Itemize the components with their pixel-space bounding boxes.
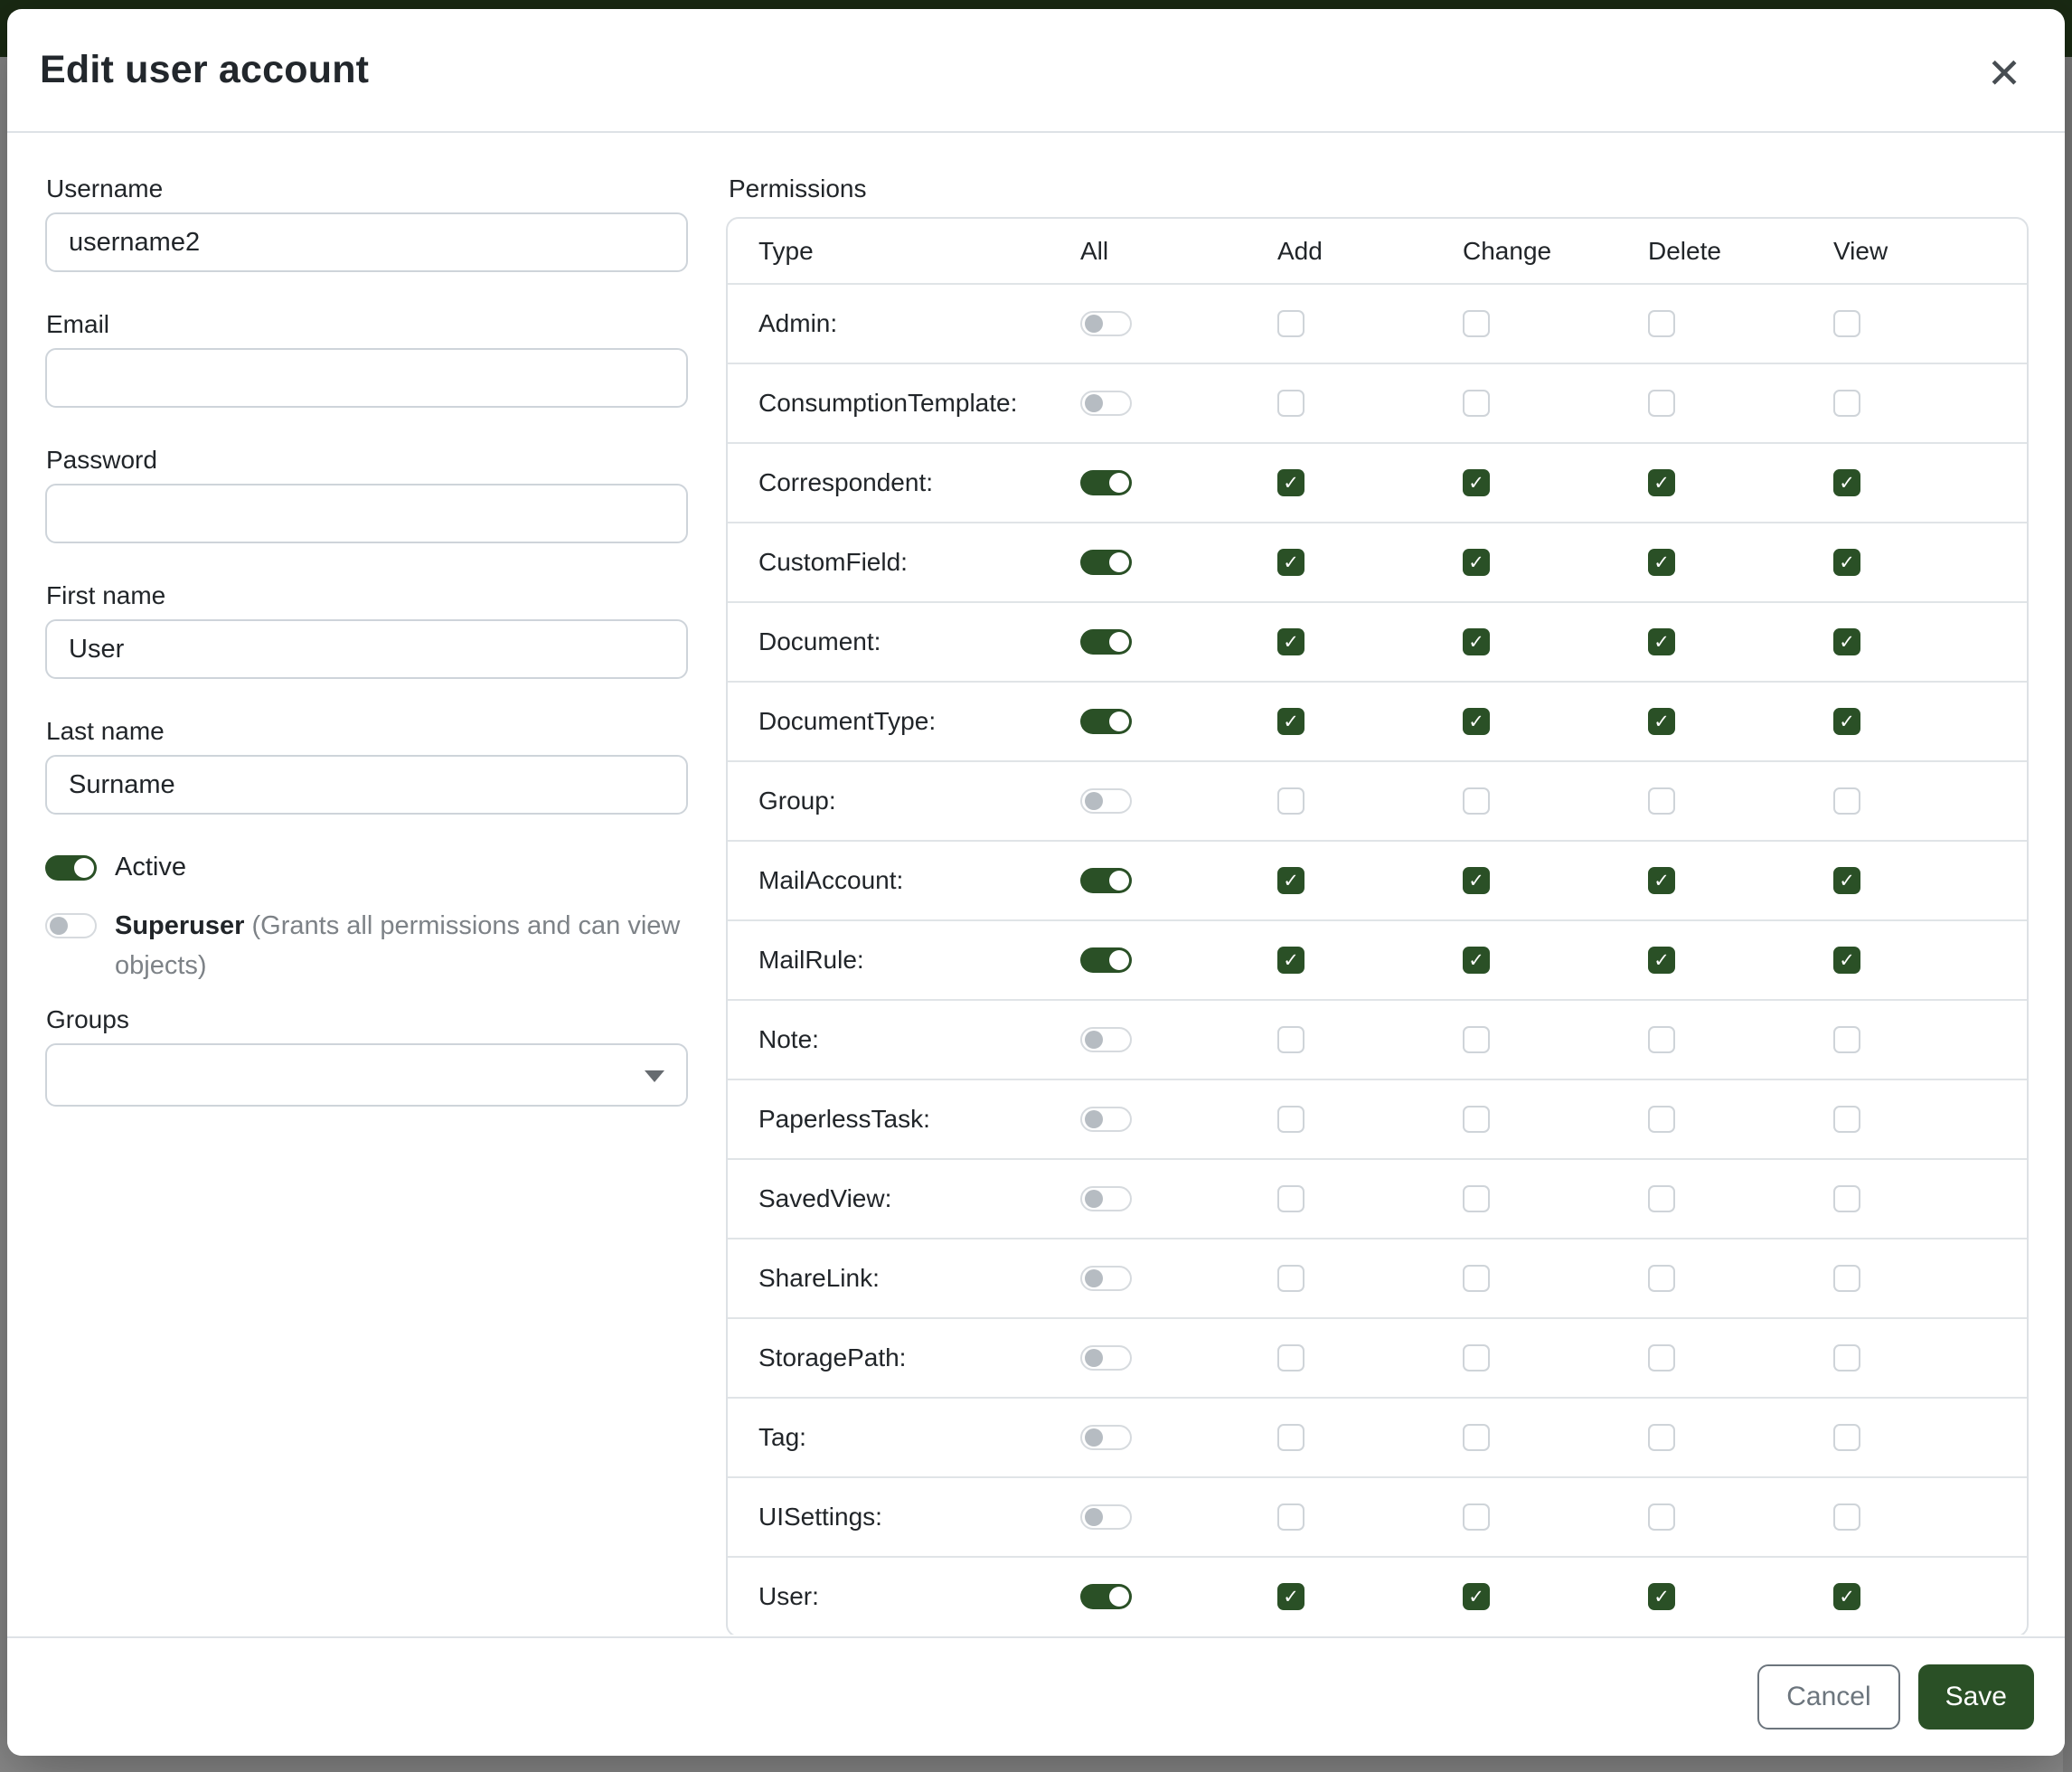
perm-all-toggle[interactable] [1080, 1584, 1132, 1609]
perm-view-checkbox[interactable] [1833, 1424, 1860, 1451]
permission-row [728, 1079, 2027, 1158]
permission-type-label: PaperlessTask: [758, 1105, 930, 1133]
perm-delete-checkbox[interactable] [1648, 310, 1675, 337]
perm-all-toggle[interactable] [1080, 470, 1132, 495]
permission-row [728, 1556, 2027, 1635]
perm-all-toggle[interactable] [1080, 1425, 1132, 1450]
permission-type-label: ConsumptionTemplate: [758, 389, 1018, 417]
permission-row [728, 1317, 2027, 1397]
perm-all-toggle[interactable] [1080, 1266, 1132, 1291]
permission-row [728, 442, 2027, 522]
perm-view-checkbox[interactable] [1833, 628, 1860, 655]
perm-view-checkbox[interactable] [1833, 549, 1860, 576]
perm-all-toggle[interactable] [1080, 1107, 1132, 1132]
perm-add-checkbox[interactable] [1277, 310, 1304, 337]
perm-all-toggle[interactable] [1080, 1504, 1132, 1530]
perm-add-checkbox[interactable] [1277, 1106, 1304, 1133]
active-toggle-row [45, 853, 688, 882]
perm-add-checkbox[interactable] [1277, 708, 1304, 735]
perm-delete-checkbox[interactable] [1648, 1265, 1675, 1292]
password-field[interactable] [45, 484, 688, 543]
permission-type-label: User: [758, 1582, 819, 1610]
active-label: Active [115, 853, 186, 881]
perm-add-checkbox[interactable] [1277, 1503, 1304, 1531]
perm-all-toggle[interactable] [1080, 1186, 1132, 1211]
perm-all-toggle[interactable] [1080, 1345, 1132, 1371]
edit-user-modal [7, 9, 2065, 1756]
perm-change-checkbox[interactable] [1463, 469, 1490, 496]
perm-all-toggle[interactable] [1080, 788, 1132, 814]
permission-type-label: ShareLink: [758, 1264, 880, 1292]
perm-all-toggle[interactable] [1080, 311, 1132, 336]
modal-title: Edit user account [40, 48, 370, 91]
column-header-view: View [1833, 236, 1888, 265]
permission-row [728, 999, 2027, 1079]
groups-select[interactable] [45, 1043, 688, 1107]
perm-delete-checkbox[interactable] [1648, 1026, 1675, 1053]
perm-view-checkbox[interactable] [1833, 469, 1860, 496]
perm-change-checkbox[interactable] [1463, 390, 1490, 417]
modal-footer [7, 1636, 2065, 1756]
superuser-label: Superuser [115, 911, 245, 940]
username-label: Username [46, 174, 164, 203]
permission-row [728, 1397, 2027, 1476]
perm-delete-checkbox[interactable] [1648, 549, 1675, 576]
perm-delete-checkbox[interactable] [1648, 469, 1675, 496]
perm-view-checkbox[interactable] [1833, 1344, 1860, 1371]
perm-add-checkbox[interactable] [1277, 1344, 1304, 1371]
modal-body [7, 135, 2065, 1635]
perm-delete-checkbox[interactable] [1648, 1583, 1675, 1610]
perm-add-checkbox[interactable] [1277, 867, 1304, 894]
perm-change-checkbox[interactable] [1463, 708, 1490, 735]
column-header-type: Type [758, 236, 814, 265]
permission-type-label: UISettings: [758, 1503, 882, 1531]
perm-add-checkbox[interactable] [1277, 1583, 1304, 1610]
perm-add-checkbox[interactable] [1277, 549, 1304, 576]
perm-change-checkbox[interactable] [1463, 1503, 1490, 1531]
perm-delete-checkbox[interactable] [1648, 867, 1675, 894]
perm-all-toggle[interactable] [1080, 868, 1132, 893]
perm-all-toggle[interactable] [1080, 391, 1132, 416]
permissions-table [726, 217, 2029, 1635]
permission-row [728, 919, 2027, 999]
modal-header [7, 9, 2065, 133]
perm-view-checkbox[interactable] [1833, 787, 1860, 815]
groups-label: Groups [46, 1005, 129, 1033]
perm-delete-checkbox[interactable] [1648, 1424, 1675, 1451]
permission-row [728, 1476, 2027, 1556]
perm-all-toggle[interactable] [1080, 947, 1132, 973]
perm-view-checkbox[interactable] [1833, 390, 1860, 417]
close-icon[interactable]: ✕ [1973, 42, 2036, 105]
column-header-all: All [1080, 236, 1109, 265]
perm-view-checkbox[interactable] [1833, 947, 1860, 974]
column-header-delete: Delete [1648, 236, 1721, 265]
permissions-heading: Permissions [729, 174, 867, 203]
perm-add-checkbox[interactable] [1277, 390, 1304, 417]
perm-change-checkbox[interactable] [1463, 1344, 1490, 1371]
first-name-field[interactable] [45, 619, 688, 679]
permission-row [728, 522, 2027, 601]
permission-row [728, 363, 2027, 442]
permission-row [728, 1158, 2027, 1238]
permission-row [728, 681, 2027, 760]
perm-view-checkbox[interactable] [1833, 1583, 1860, 1610]
perm-view-checkbox[interactable] [1833, 708, 1860, 735]
perm-delete-checkbox[interactable] [1648, 628, 1675, 655]
perm-change-checkbox[interactable] [1463, 1106, 1490, 1133]
perm-delete-checkbox[interactable] [1648, 1344, 1675, 1371]
perm-change-checkbox[interactable] [1463, 1185, 1490, 1212]
superuser-toggle[interactable] [45, 913, 97, 938]
perm-delete-checkbox[interactable] [1648, 947, 1675, 974]
perm-add-checkbox[interactable] [1277, 1265, 1304, 1292]
perm-delete-checkbox[interactable] [1648, 1503, 1675, 1531]
perm-change-checkbox[interactable] [1463, 549, 1490, 576]
perm-add-checkbox[interactable] [1277, 947, 1304, 974]
perm-all-toggle[interactable] [1080, 709, 1132, 734]
perm-view-checkbox[interactable] [1833, 310, 1860, 337]
permission-type-label: Document: [758, 627, 881, 655]
perm-delete-checkbox[interactable] [1648, 390, 1675, 417]
permission-type-label: SavedView: [758, 1184, 892, 1212]
email-label: Email [46, 310, 110, 338]
perm-delete-checkbox[interactable] [1648, 787, 1675, 815]
perm-view-checkbox[interactable] [1833, 1265, 1860, 1292]
save-button[interactable]: Save [1918, 1664, 2034, 1730]
permission-row [728, 601, 2027, 681]
chevron-down-icon [645, 1070, 664, 1082]
column-header-add: Add [1277, 236, 1323, 265]
column-header-change: Change [1463, 236, 1552, 265]
permission-type-label: Correspondent: [758, 468, 934, 496]
perm-view-checkbox[interactable] [1833, 1185, 1860, 1212]
perm-add-checkbox[interactable] [1277, 1424, 1304, 1451]
permission-type-label: Note: [758, 1025, 819, 1053]
permission-type-label: StoragePath: [758, 1343, 907, 1371]
permission-row [728, 760, 2027, 840]
perm-add-checkbox[interactable] [1277, 787, 1304, 815]
perm-add-checkbox[interactable] [1277, 1185, 1304, 1212]
perm-change-checkbox[interactable] [1463, 947, 1490, 974]
superuser-hint: (Grants all permissions and can view objects) [115, 911, 681, 980]
perm-add-checkbox[interactable] [1277, 628, 1304, 655]
perm-delete-checkbox[interactable] [1648, 708, 1675, 735]
permission-type-label: Group: [758, 787, 836, 815]
perm-add-checkbox[interactable] [1277, 1026, 1304, 1053]
perm-delete-checkbox[interactable] [1648, 1185, 1675, 1212]
perm-delete-checkbox[interactable] [1648, 1106, 1675, 1133]
permissions-header-row [728, 219, 2027, 283]
permissions-section [726, 174, 2029, 1635]
perm-view-checkbox[interactable] [1833, 867, 1860, 894]
permission-type-label: DocumentType: [758, 707, 937, 735]
permission-type-label: CustomField: [758, 548, 908, 576]
perm-change-checkbox[interactable] [1463, 1424, 1490, 1451]
perm-all-toggle[interactable] [1080, 550, 1132, 575]
email-field[interactable] [45, 348, 688, 408]
permission-type-label: MailRule: [758, 946, 864, 974]
password-label: Password [46, 446, 157, 474]
permission-type-label: MailAccount: [758, 866, 904, 894]
perm-all-toggle[interactable] [1080, 1027, 1132, 1052]
perm-change-checkbox[interactable] [1463, 1583, 1490, 1610]
permission-type-label: Tag: [758, 1423, 806, 1451]
perm-view-checkbox[interactable] [1833, 1503, 1860, 1531]
perm-all-toggle[interactable] [1080, 629, 1132, 655]
active-toggle[interactable] [45, 855, 97, 881]
perm-change-checkbox[interactable] [1463, 628, 1490, 655]
superuser-text [115, 906, 688, 985]
perm-view-checkbox[interactable] [1833, 1026, 1860, 1053]
permission-row [728, 840, 2027, 919]
last-name-label: Last name [46, 717, 165, 745]
perm-change-checkbox[interactable] [1463, 867, 1490, 894]
perm-add-checkbox[interactable] [1277, 469, 1304, 496]
perm-change-checkbox[interactable] [1463, 787, 1490, 815]
cancel-button[interactable]: Cancel [1757, 1664, 1899, 1730]
perm-change-checkbox[interactable] [1463, 1026, 1490, 1053]
last-name-field[interactable] [45, 755, 688, 815]
user-form [45, 174, 688, 1635]
permission-row [728, 283, 2027, 363]
perm-change-checkbox[interactable] [1463, 310, 1490, 337]
perm-change-checkbox[interactable] [1463, 1265, 1490, 1292]
permission-type-label: Admin: [758, 309, 838, 337]
username-field[interactable] [45, 212, 688, 272]
perm-view-checkbox[interactable] [1833, 1106, 1860, 1133]
first-name-label: First name [46, 581, 166, 609]
superuser-toggle-row [45, 906, 688, 985]
permission-row [728, 1238, 2027, 1317]
